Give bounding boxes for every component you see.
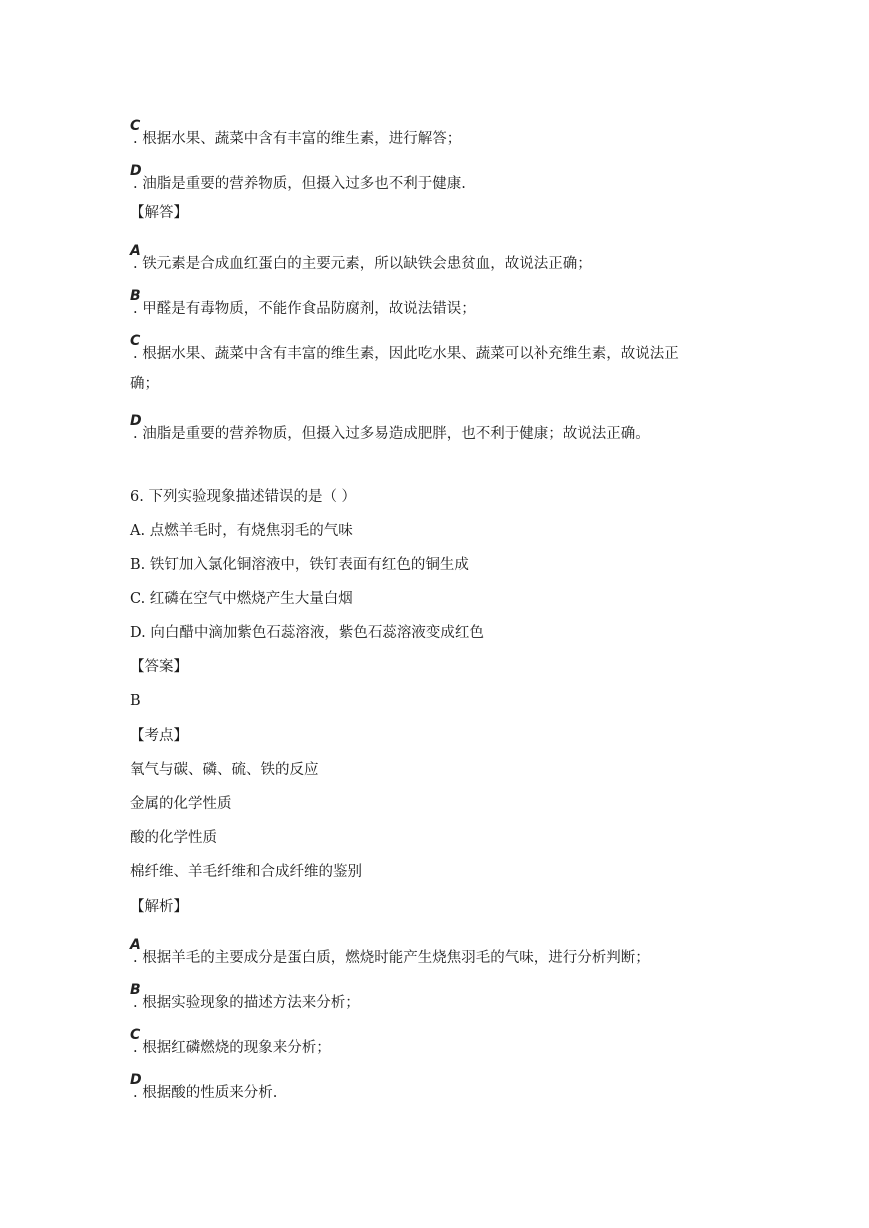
kaodian-item: 酸的化学性质 <box>130 830 217 846</box>
analysis-text: . 油脂是重要的营养物质，但摄入过多也不利于健康. <box>133 176 466 192</box>
analysis-text: . 根据实验现象的描述方法来分析； <box>133 995 360 1011</box>
option-letter: D <box>130 1072 142 1088</box>
answer-text-continuation: 确； <box>130 376 159 392</box>
answer-heading: 【解答】 <box>130 205 188 221</box>
option-letter: C <box>130 1027 141 1043</box>
answer-text: . 铁元素是合成血红蛋白的主要元素，所以缺铁会患贫血，故说法正确； <box>133 256 592 272</box>
answer-text: . 甲醛是有毒物质，不能作食品防腐剂，故说法错误； <box>133 301 476 317</box>
option-letter: B <box>130 982 141 998</box>
option-letter: D <box>130 413 142 429</box>
analysis-text: . 根据红磷燃烧的现象来分析； <box>133 1040 331 1056</box>
kaodian-item: 氧气与碳、磷、硫、铁的反应 <box>130 762 319 778</box>
option-letter: D <box>130 163 142 179</box>
answer-value: B <box>130 693 141 709</box>
option-letter: C <box>130 118 141 134</box>
kaodian-item: 金属的化学性质 <box>130 796 232 812</box>
analysis-heading: 【解析】 <box>130 899 188 915</box>
question-option-d: D. 向白醋中滴加紫色石蕊溶液，紫色石蕊溶液变成红色 <box>130 625 484 641</box>
kaodian-heading: 【考点】 <box>130 728 188 744</box>
option-letter: B <box>130 288 141 304</box>
kaodian-item: 棉纤维、羊毛纤维和合成纤维的鉴别 <box>130 864 362 880</box>
analysis-text: . 根据羊毛的主要成分是蛋白质，燃烧时能产生烧焦羽毛的气味，进行分析判断； <box>133 950 650 966</box>
answer-text: . 根据水果、蔬菜中含有丰富的维生素，因此吃水果、蔬菜可以补充维生素，故说法正 <box>133 346 679 362</box>
question-option-a: A. 点燃羊毛时，有烧焦羽毛的气味 <box>130 523 353 539</box>
question-stem: 6. 下列实验现象描述错误的是（ ） <box>130 489 357 505</box>
analysis-text: . 根据酸的性质来分析. <box>133 1085 278 1101</box>
question-option-b: B. 铁钉加入氯化铜溶液中，铁钉表面有红色的铜生成 <box>130 557 469 573</box>
option-letter: C <box>130 333 141 349</box>
option-letter: A <box>130 243 141 259</box>
answer-text: . 油脂是重要的营养物质，但摄入过多易造成肥胖，也不利于健康；故说法正确。 <box>133 426 650 442</box>
answer-label-heading: 【答案】 <box>130 659 188 675</box>
option-letter: A <box>130 937 141 953</box>
question-option-c: C. 红磷在空气中燃烧产生大量白烟 <box>130 591 353 607</box>
analysis-text: . 根据水果、蔬菜中含有丰富的维生素，进行解答； <box>133 131 462 147</box>
